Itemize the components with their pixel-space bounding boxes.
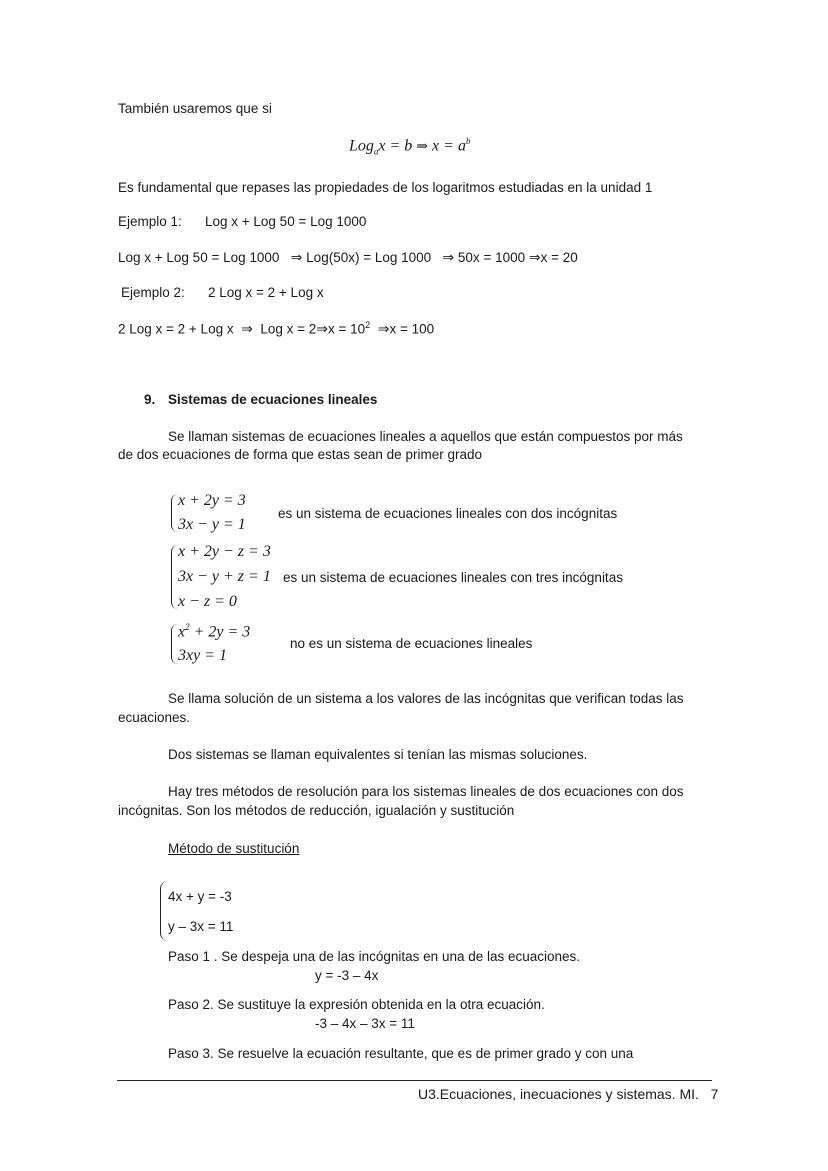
implies-arrow: ⇒ bbox=[442, 249, 455, 265]
system2-eq3: x − z = 0 bbox=[178, 593, 237, 610]
example1-label: Ejemplo 1: bbox=[118, 214, 182, 229]
implies-arrow: ⇒ bbox=[377, 320, 390, 337]
section-title: Sistemas de ecuaciones lineales bbox=[168, 392, 378, 407]
implies-arrow: ⇒ bbox=[528, 249, 541, 265]
formula-exp: b bbox=[465, 136, 471, 146]
log-formula bbox=[349, 136, 470, 157]
system3-desc: no es un sistema de ecuaciones lineales bbox=[290, 636, 533, 651]
system3-brace bbox=[171, 624, 178, 664]
page-number: 7 bbox=[710, 1086, 719, 1102]
formula-eq1: x = b bbox=[378, 137, 413, 155]
footer bbox=[418, 1086, 718, 1102]
system3-eq1-rest: + 2y = 3 bbox=[189, 623, 251, 641]
example1-solution bbox=[118, 249, 578, 266]
footer-text: U3.Ecuaciones, inecuaciones y sistemas. MI. bbox=[418, 1086, 699, 1102]
example2-label: Ejemplo 2: bbox=[121, 285, 185, 300]
step2-text: Paso 2. Se sustituye la expresión obtenida en la otra ecuación. bbox=[168, 997, 545, 1012]
system3-eq1-base: x bbox=[178, 623, 186, 641]
ex2-step-d: x = 100 bbox=[389, 321, 435, 337]
fundamental-text: Es fundamental que repases las propiedades de los logaritmos estudiadas en la unidad 1 bbox=[118, 180, 653, 195]
solution-line1: Se llama solución de un sistema a los valores de las incógnitas que verifican todas las bbox=[168, 691, 684, 706]
ex1-step-a: Log x + Log 50 = Log 1000 bbox=[118, 250, 280, 265]
sub-system-eq1: 4x + y = -3 bbox=[168, 889, 232, 904]
step3-text: Paso 3. Se resuelve la ecuación resultante, que es de primer grado y con una bbox=[168, 1046, 634, 1061]
ex2-step-c: x = 10 bbox=[328, 321, 366, 337]
formula-base: a bbox=[373, 146, 379, 157]
footer-rule bbox=[117, 1080, 712, 1081]
ex1-step-c: 50x = 1000 bbox=[457, 250, 526, 265]
equivalent-text: Dos sistemas se llaman equivalentes si tenían las mismas soluciones. bbox=[168, 747, 588, 762]
formula-eq2: x = a bbox=[432, 137, 466, 155]
example1-statement: Log x + Log 50 = Log 1000 bbox=[205, 214, 367, 229]
example2-solution bbox=[118, 320, 434, 338]
system3-eq1 bbox=[178, 622, 250, 641]
system2-eq1: x + 2y − z = 3 bbox=[178, 543, 271, 560]
system2-brace bbox=[171, 545, 178, 609]
step1-text: Paso 1 . Se despeja una de las incógnitas en una de las ecuaciones. bbox=[168, 949, 581, 964]
solution-line2: ecuaciones. bbox=[118, 710, 191, 725]
implies-arrow: ⇒ bbox=[241, 320, 253, 337]
implies-arrow: ⇒ bbox=[416, 139, 429, 155]
implies-arrow: ⇒ bbox=[290, 249, 303, 265]
example2-statement: 2 Log x = 2 + Log x bbox=[208, 285, 324, 300]
methods-line2: incógnitas. Son los métodos de reducción, igualación y sustitución bbox=[118, 803, 515, 818]
ex2-step-a: 2 Log x = 2 + Log x bbox=[118, 321, 234, 337]
step1-eq: y = -3 – 4x bbox=[315, 968, 379, 983]
system2-desc: es un sistema de ecuaciones lineales con tres incógnitas bbox=[283, 570, 623, 585]
method-title: Método de sustitución bbox=[168, 841, 300, 856]
system1-eq2: 3x − y = 1 bbox=[178, 516, 246, 533]
system3-eq1-exp: 2 bbox=[185, 622, 190, 632]
intro-text: También usaremos que si bbox=[118, 101, 272, 116]
formula-log: Log bbox=[349, 137, 374, 155]
sub-system-brace bbox=[160, 881, 168, 941]
system3-eq2: 3xy = 1 bbox=[178, 647, 227, 664]
ex1-step-d: x = 20 bbox=[540, 250, 578, 265]
system2-eq2: 3x − y + z = 1 bbox=[178, 568, 271, 585]
sub-system-eq2: y – 3x = 11 bbox=[168, 919, 234, 934]
system1-eq1: x + 2y = 3 bbox=[178, 492, 246, 509]
definition-line2: de dos ecuaciones de forma que estas sean de primer grado bbox=[118, 447, 482, 462]
section-number: 9. bbox=[144, 392, 156, 407]
step2-eq: -3 – 4x – 3x = 11 bbox=[315, 1016, 415, 1031]
system1-brace bbox=[171, 494, 178, 532]
implies-arrow: ⇒ bbox=[316, 320, 329, 337]
ex2-step-b: Log x = 2 bbox=[260, 321, 317, 337]
system1-desc: es un sistema de ecuaciones lineales con dos incógnitas bbox=[278, 506, 618, 521]
ex2-step-c-exp: 2 bbox=[365, 320, 371, 330]
methods-line1: Hay tres métodos de resolución para los sistemas lineales de dos ecuaciones con dos bbox=[168, 784, 684, 799]
definition-line1: Se llaman sistemas de ecuaciones lineales a aquellos que están compuestos por más bbox=[168, 429, 683, 444]
ex1-step-b: Log(50x) = Log 1000 bbox=[306, 250, 432, 265]
